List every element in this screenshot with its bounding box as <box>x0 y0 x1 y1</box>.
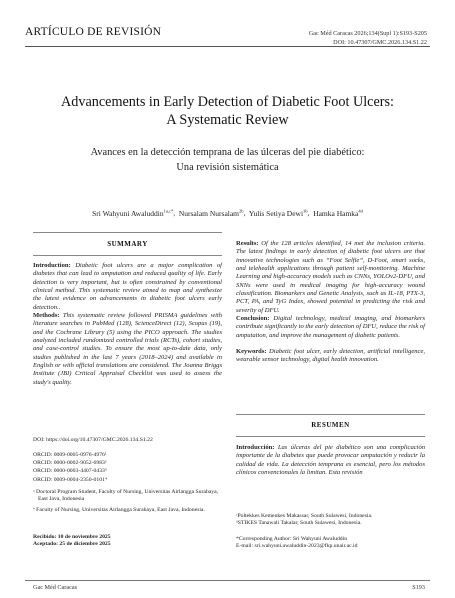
received-date: Recibido: 10 de noviembre 2025 <box>33 534 111 540</box>
header-divider <box>25 46 430 47</box>
author-list: Sri Wahyuni Awaluddin$^{1a,c*}$, Nursalam Nursalam$^{2b}$, Yulis Setiya Dewi$^{3b}$, Hamka Hamka$^{4d}$ <box>92 208 363 218</box>
corresponding-author: *Corresponding Author: Sri Wahyuni Awaluddin <box>236 535 348 542</box>
footer-divider <box>25 580 430 581</box>
section-label: ARTÍCULO DE REVISIÓN <box>25 26 162 38</box>
title-es-line-1: Avances en la detección temprana de las úlceras del pie diabético: <box>90 147 365 158</box>
resumen-top-rule <box>236 414 425 415</box>
orcid-entry: ORCID: 0000-0003-4407-0433³ <box>33 468 107 475</box>
intro-paragraph: Introduction: Diabetic foot ulcers are a major complication of diabetes that can lead to amputation and reduced quality of life. Early detection is very important, but is often constrained by conventional clinical method. This systematic review aimed to map and synthesize the latest evidence on advancements in diabetic foot ulcers early detection.. <box>33 262 222 311</box>
author: Yulis Setiya Dewi$^{3b}$ <box>248 208 308 218</box>
affiliation: ᵇ Faculty of Nursing, Universitas Airlangga Surabaya, East Java, Indonesia. <box>33 506 205 513</box>
summary-left-text <box>33 262 222 387</box>
doi-link[interactable]: DOI: https://doi.org/10.47307/GMC.2026.134.S1.22 <box>33 437 153 443</box>
summary-bottom-rule <box>33 255 222 256</box>
title-line-1: Advancements in Early Detection of Diabetic Foot Ulcers: <box>61 94 394 110</box>
orcid-entry: ORCID: 0009-0005-0976-4976¹ <box>33 452 107 458</box>
page-number: S193 <box>412 584 425 591</box>
author: Nursalam Nursalam$^{2b}$ <box>178 208 244 218</box>
resumen-bottom-rule <box>236 436 425 437</box>
article-title-english <box>0 93 455 129</box>
summary-top-rule <box>33 232 222 233</box>
orcid-entry: ORCID: 0009-0004-2350-0101⁴ <box>33 476 107 483</box>
article-title-spanish <box>0 145 455 175</box>
author: Sri Wahyuni Awaluddin$^{1a,c*}$ <box>92 208 174 218</box>
submission-dates <box>33 534 222 549</box>
author: Hamka Hamka$^{4d}$ <box>313 208 363 218</box>
affiliation: ᵈSTIKES Tanawali Takalar, South Sulawesi, Indonesia. <box>236 520 362 527</box>
orcid-entry: ORCID: 0000-0002-9052-6983² <box>33 460 107 467</box>
affiliations-left <box>33 489 222 517</box>
affiliation: ᶜPoltekkes Kemenkes Makassar, South Sulawesi, Indonesia. <box>236 513 373 519</box>
resumen-text <box>236 444 425 477</box>
orcid-list <box>33 452 222 485</box>
resumen-intro-paragraph: Introducción: Las úlceras del pie diabético son una complicación importante de la diabetes que puede provocar amputación y reducir la calidad de vida. La detección temprana es esencial, pero los métodos clínicos convencionales la limitan. Esta revisión <box>236 444 425 477</box>
methods-paragraph: Methods: This systematic review followed PRISMA guidelines with literature searches in PubMed (128), ScienceDirect (12), Scopus (19), and the Cochrane Library (5) using the PICO approach. The studies analyzed included randomized controlled trials (RCTs), cohort studies, and case-control studies. To ensure the most up-to-date data, only studies published in the last 7 years (2018–2024) and available in English or with official translations are considered. The Joanna Briggs Institute (JBI) Critical Appraisal Checklist was used to assess the study's quality. <box>33 312 222 386</box>
affiliation: ᵃ Doctoral Program Student, Faculty of Nursing, Universitas Airlangga Surabaya, East Java, Indonesia <box>33 489 219 503</box>
resumen-heading: RESUMEN <box>311 421 350 429</box>
conclusion-paragraph: Conclusion: Digital technology, medical imaging, and biomarkers contribute significantly to the early detection of DFU, reduce the risk of amputation, and improve the management of diabetic patients. <box>236 315 425 339</box>
journal-doi: DOI: 10.47307/GMC.2026.134.S1.22 <box>333 39 427 46</box>
affiliations-right <box>236 513 425 550</box>
results-paragraph: Results: Of the 128 articles identified, 14 met the inclusion criteria. The latest findings in early detection of diabetic foot ulcers are that innovative technologies such as “Foot Selfie”, D-Foot, smart socks, and telehealth applications through patient self-monitoring. Machine Learning and high-accuracy models such as CNNs, YOLOv2-DFU, and SNNs were used in medical imaging for high-accuracy wound classification. Biomarkers and Genetic Analysis, such as IL-18, PTX-3, PCT, PA, and TyG Index, showed potential in predicting the risk and severity of DFU. <box>236 240 426 314</box>
title-es-line-2: Una revisión sistemática <box>176 162 279 173</box>
correspondence-email[interactable]: E-mail: sri.wahyuni.awaluddin-2023@fkp.unair.ac.id <box>236 542 358 549</box>
footer-journal-name: Gac Méd Caracas <box>33 584 77 591</box>
keywords-paragraph: Keywords: Diabetic foot ulcer, early detection, artificial intelligence, wearable sensor technology, digital health innovation. <box>236 348 425 364</box>
journal-citation: Gac Méd Caracas 2026;134(Supl 1):S193-S205 <box>308 30 427 37</box>
summary-right-text <box>236 240 425 365</box>
title-line-2: A Systematic Review <box>166 112 289 128</box>
accepted-date: Aceptado: 25 de diciembre 2025 <box>33 541 111 548</box>
summary-heading: SUMMARY <box>107 240 148 248</box>
journal-reference <box>227 29 427 47</box>
